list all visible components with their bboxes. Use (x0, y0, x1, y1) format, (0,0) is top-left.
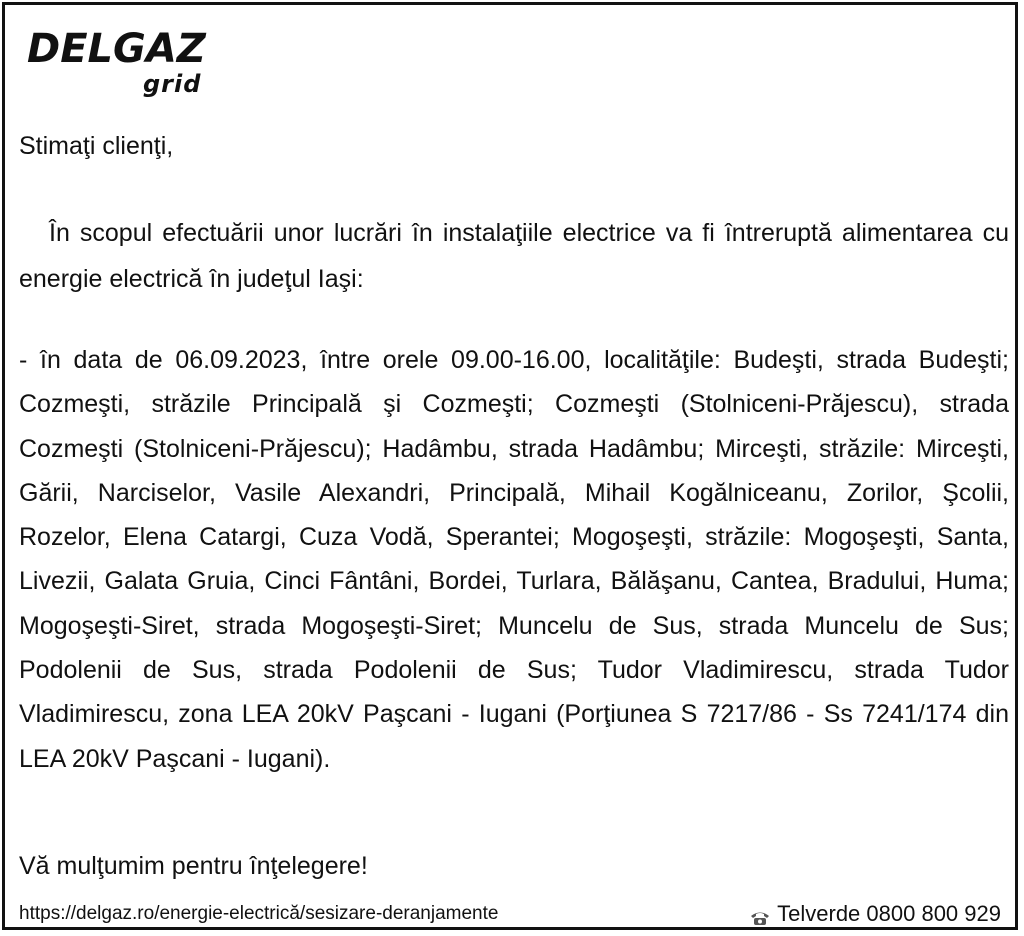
delgaz-grid-logo (27, 25, 227, 105)
phone-line (749, 901, 1001, 927)
greeting: Stimaţi clienţi, (19, 132, 174, 160)
phone-number[interactable]: Telverde 0800 800 929 (777, 901, 1001, 926)
outage-details: - în data de 06.09.2023, între orele 09.00-16.00, localităţile: Budeşti, strada Budeşti; Cozmeşti, străzile Principală şi Cozmeşti; Cozmeşti (Stolniceni-Prăjescu), strada Cozmeşti (Stolniceni-Prăjescu); Hadâmbu, strada Hadâmbu; Mirceşti, străzile: Mirceşti, Gării, Narciselor, Vasile Alexandri, Principală, Mihail Kogălniceanu, Zorilor, Şcolii, Rozelor, Elena Catargi, Cuza Vodă, Sperantei; Mogoşeşti, străzile: Mogoşeşti, Santa, Livezii, Galata Gruia, Cinci Fântâni, Bordei, Turlara, Bălăşanu, Cantea, Bradului, Huma; Mogoşeşti-Siret, strada Mogoşeşti-Siret; Muncelu de Sus, strada Muncelu de Sus; Podolenii de Sus, strada Podolenii de Sus; Tudor Vladimirescu, strada Tudor Vladimirescu, zona LEA 20kV Paşcani - Iugani (Porţiunea S 7217/86 - Ss 7241/174 din LEA 20kV Paşcani - Iugani). (19, 346, 1009, 773)
thanks-text: Vă mulţumim pentru înţelegere! (19, 852, 368, 880)
report-outage-link[interactable]: https://delgaz.ro/energie-electrică/sesizare-deranjamente (19, 903, 499, 924)
logo-brand: DELGAZ (27, 26, 206, 72)
telephone-icon (749, 906, 771, 922)
intro-paragraph: În scopul efectuării unor lucrări în instalaţiile electrice va fi întreruptă alimentarea cu energie electrică în judeţul Iaşi: (19, 219, 1009, 293)
outage-notice (2, 2, 1018, 930)
logo-sub: grid (143, 70, 202, 98)
